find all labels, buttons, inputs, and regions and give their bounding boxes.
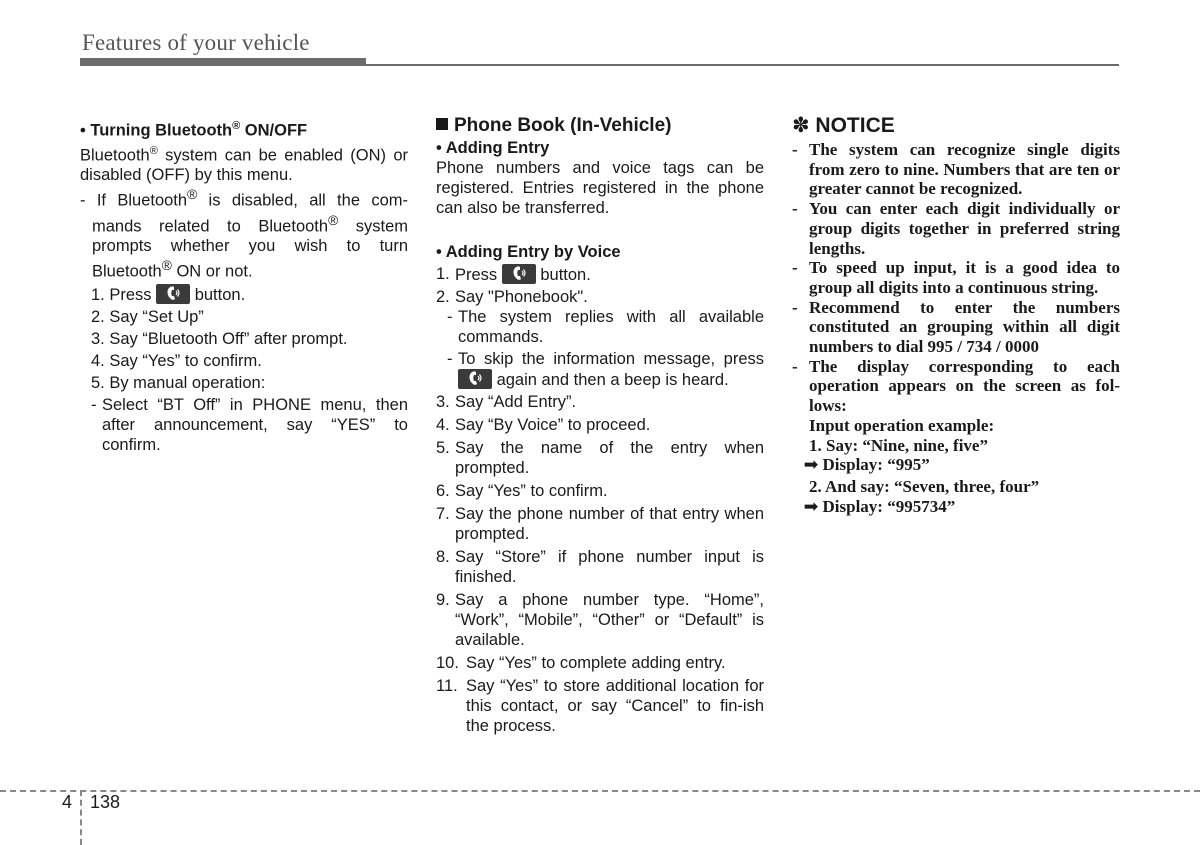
example-display-1: ➟ Display: “995” [804,455,930,475]
notice-item-1: - The system can recognize single digits from zero to nine. Numbers that are ten or greater cannot be recognized. [792,140,1120,199]
square-bullet-icon [436,118,448,130]
example-label: Input operation example: [809,415,995,435]
bluetooth-heading: • Turning Bluetooth® ON/OFF [80,120,308,140]
adding-voice-heading: • Adding Entry by Voice [436,243,621,261]
header-rule-thin [366,64,1119,66]
voice-step-3: 3. Say “Add Entry”. [436,393,577,411]
notice-title: ✽ NOTICE [792,114,895,137]
voice-step-6: 6. Say “Yes” to confirm. [436,482,608,500]
voice-step-11: 11. Say “Yes” to store additional location for this contact, or say “Cancel” to fin-ish the process. [436,677,764,735]
bluetooth-step-2: 2. Say “Set Up” [91,307,204,326]
bluetooth-step-3: 3. Say “Bluetooth Off” after prompt. [91,329,348,348]
example-step-1: 1. Say: “Nine, nine, five” [809,435,988,455]
voice-step-2-note-2: - To skip the information message, press again and then a beep is heard. [447,350,764,389]
voice-talk-icon [458,369,492,389]
voice-steps [436,264,764,736]
column-phone-book [436,116,764,736]
notice-item-4: - Recommend to enter the numbers constituted an grouping within all digit numbers to dial 995 / 734 / 0000 [792,297,1120,357]
column-notice [792,116,1120,516]
voice-step-2-note-1: - The system replies with all available commands. [447,308,764,346]
example-step-2: 2. And say: “Seven, three, four” [809,476,1040,496]
example-display-2: ➟ Display: “995734” [804,496,956,516]
page-header-title: Features of your vehicle [82,30,310,55]
notice-body [792,140,1120,516]
voice-step-10: 10. Say “Yes” to complete adding entry. [436,654,726,672]
voice-step-1: 1. Press button. [436,265,591,284]
page-number: 138 [90,792,121,812]
bluetooth-step-1: 1. Press button. [91,285,246,304]
voice-talk-icon [502,264,536,284]
voice-step-9: 9. Say a phone number type. “Home”, “Work”, “Mobile”, “Other” or “Default” is available. [436,591,764,649]
column-bluetooth [80,116,408,455]
phone-book-title: Phone Book (In-Vehicle) [436,116,764,136]
footer-divider [80,790,82,845]
bluetooth-step-5: 5. By manual operation: [91,373,266,392]
notice-item-2: - You can enter each digit individually or group digits together in preferred string lengths. [792,199,1120,258]
adding-entry-heading: • Adding Entry [436,139,550,157]
voice-step-5: 5. Say the name of the entry when prompted. [436,439,764,477]
voice-step-7: 7. Say the phone number of that entry when prompted. [436,505,764,543]
notice-item-5: - The display corresponding to each operation appears on the screen as fol-lows: [792,356,1120,416]
header-rule-thick [80,58,366,66]
chapter-number: 4 [62,792,73,812]
voice-step-2: 2. Say "Phonebook". [436,288,588,306]
voice-step-8: 8. Say “Store” if phone number input is finished. [436,548,764,586]
adding-entry-text: Phone numbers and voice tags can be registered. Entries registered in the phone can also be transferred. [436,159,764,217]
bluetooth-note: - If Bluetooth® is disabled, all the com-mands related to Bluetooth® system prompts whether you wish to turn Bluetooth® ON or not. [80,187,408,281]
footer-rule [0,790,1200,792]
notice-item-3: - To speed up input, it is a good idea to group all digits into a continuous string. [792,258,1120,297]
bluetooth-step-4: 4. Say “Yes” to confirm. [91,351,262,370]
bluetooth-manual-note: - Select “BT Off” in PHONE menu, then after announcement, say “YES” to confirm. [91,395,408,454]
bluetooth-intro: Bluetooth® system can be enabled (ON) or disabled (OFF) by this menu. [80,144,408,184]
voice-step-4: 4. Say “By Voice” to proceed. [436,416,651,434]
voice-talk-icon [156,284,190,304]
